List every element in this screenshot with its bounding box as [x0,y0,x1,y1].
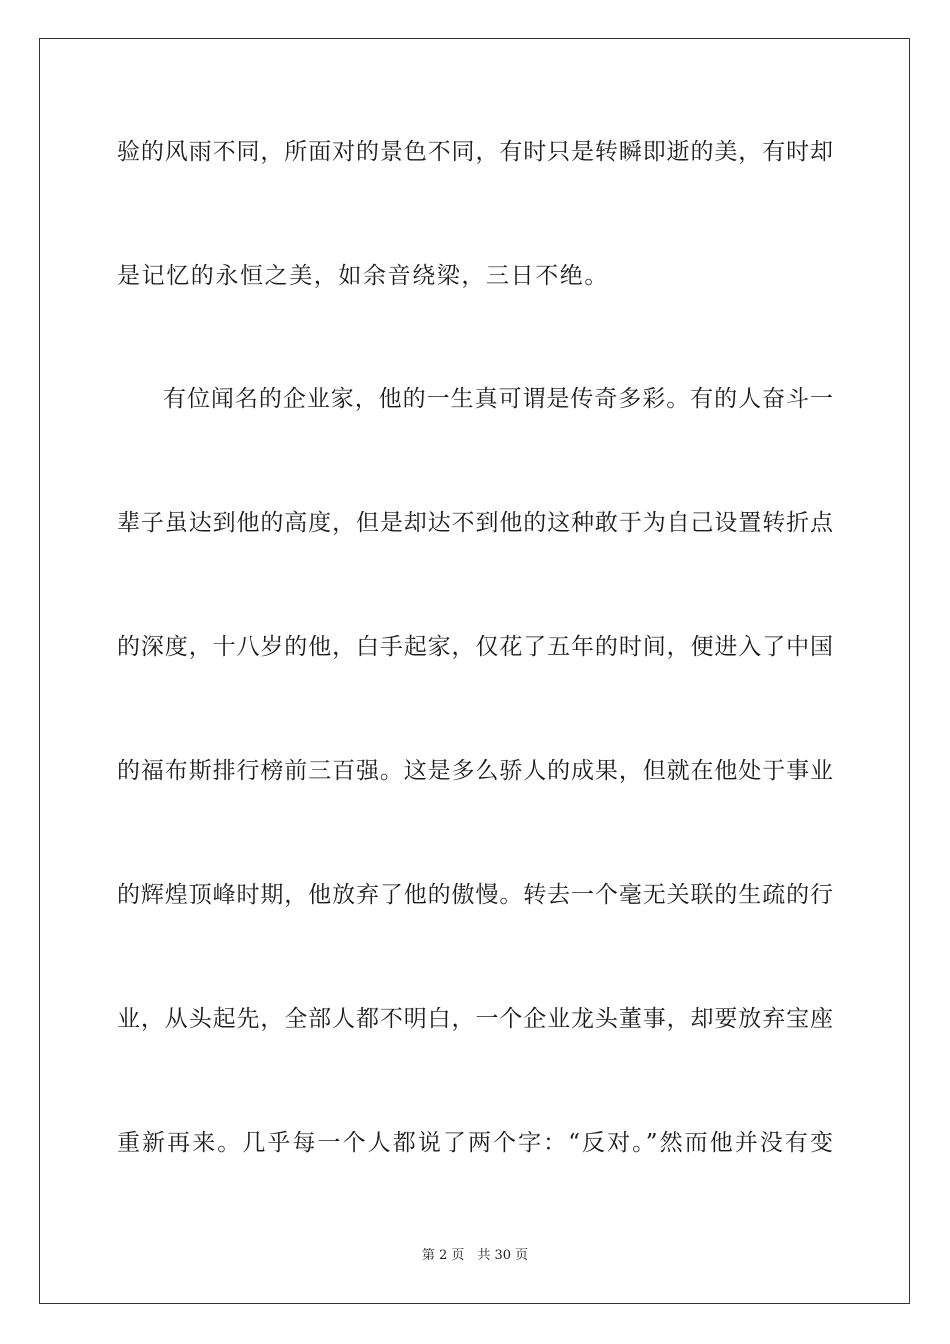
page-number: 第 2 页 共 30 页 [421,1248,529,1263]
text-line: 是记忆的永恒之美，如余音绕梁，三日不绝。 [117,263,609,289]
text-line: 验的风雨不同，所面对的景色不同，有时只是转瞬即逝的美，有时却 [117,139,833,165]
paragraph-start-line: 有位闻名的企业家，他的一生真可谓是传奇多彩。有的人奋斗一 [163,386,833,412]
text-line: 重新再来。几乎每一个人都说了两个字：“反对。”然而他并没有变 [117,1130,833,1156]
text-line: 业，从头起先，全部人都不明白，一个企业龙头董事，却要放弃宝座 [117,1006,833,1032]
text-line: 的福布斯排行榜前三百强。这是多么骄人的成果，但就在他处于事业 [117,758,833,784]
text-line: 的深度，十八岁的他，白手起家，仅花了五年的时间，便进入了中国 [117,634,833,660]
text-line: 辈子虽达到他的高度，但是却达不到他的这种敢于为自己设置转折点 [117,510,833,536]
text-line: 的辉煌顶峰时期，他放弃了他的傲慢。转去一个毫无关联的生疏的行 [117,882,833,908]
page-border [39,38,910,1304]
